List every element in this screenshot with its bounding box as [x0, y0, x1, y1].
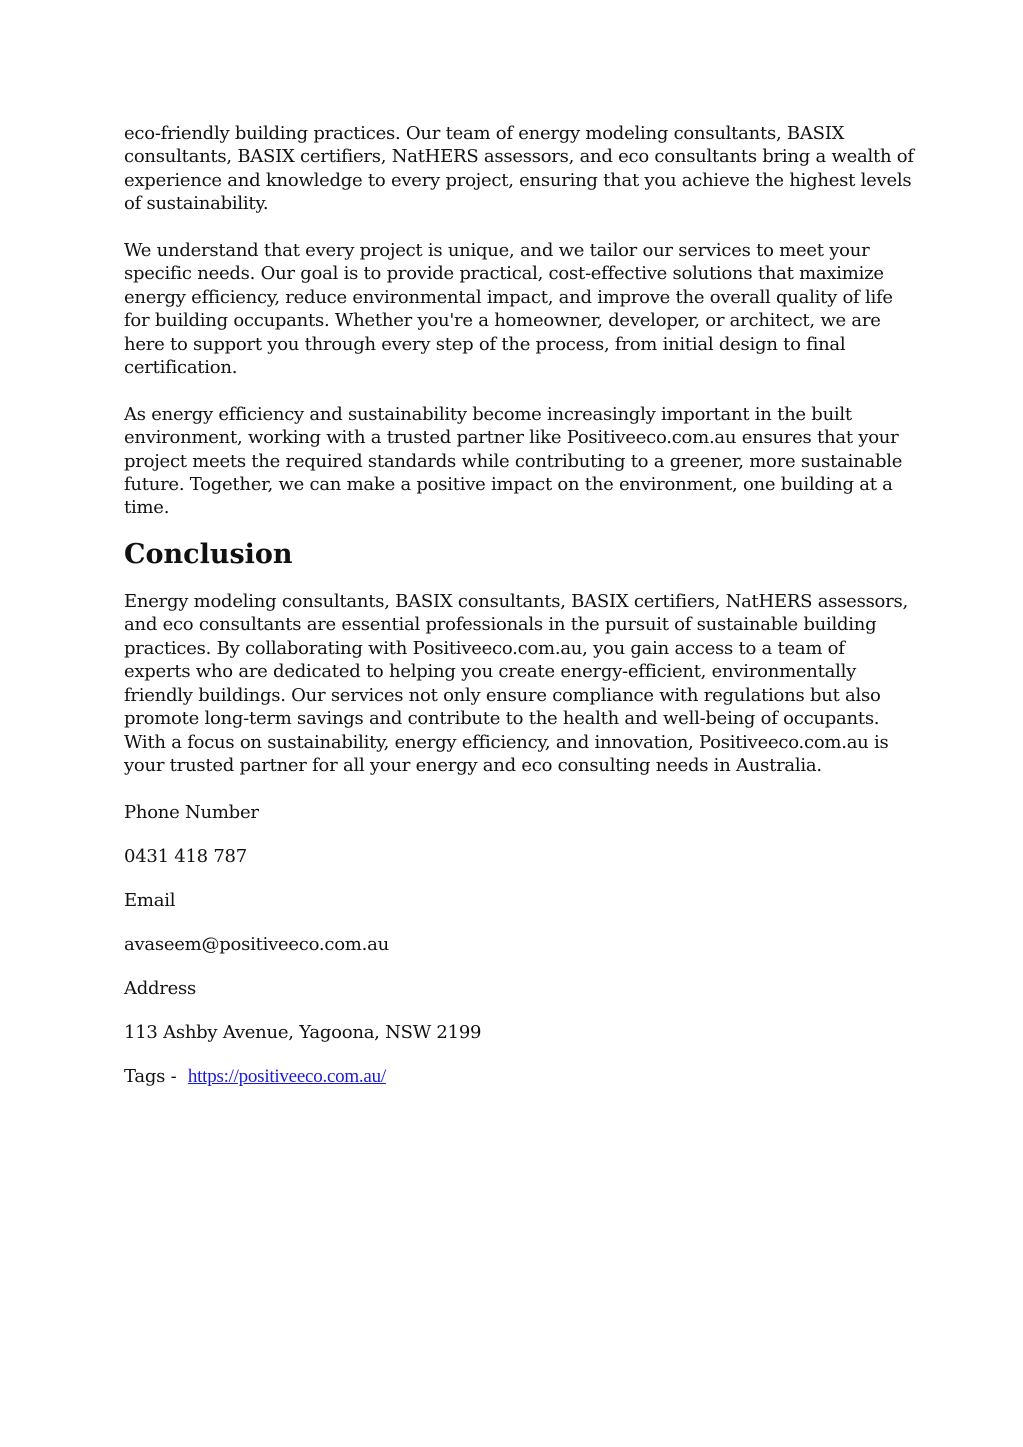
- conclusion-paragraph: Energy modeling consultants, BASIX consultants, BASIX certifiers, NatHERS assessors, and eco consultants are essential professionals in the pursuit of sustainable building practices. By collaborating with Positiveeco.com.au, you gain access to a team of experts who are dedicated to helping you create energy-efficient, environmentally friendly buildings. Our services not only ensure compliance with regulations but also promote long-term savings and contribute to the health and well-being of occupants. With a focus on sustainability, energy efficiency, and innovation, Positiveeco.com.au is your trusted partner for all your energy and eco consulting needs in Australia.: [124, 591, 908, 776]
- document-page: [124, 122, 914, 1088]
- phone-label: Phone Number: [124, 801, 259, 823]
- conclusion-heading: Conclusion: [124, 539, 293, 571]
- address-value: 113 Ashby Avenue, Yagoona, NSW 2199: [124, 1021, 482, 1043]
- tags-label: Tags -: [124, 1065, 177, 1087]
- partner-paragraph: As energy efficiency and sustainability become increasingly important in the built environment, working with a trusted partner like Positiveeco.com.au ensures that your project meets the required standards while contributing to a greener, more sustainable future. Together, we can make a positive impact on the environment, one building at a time.: [124, 403, 903, 519]
- intro-paragraph: eco-friendly building practices. Our team of energy modeling consultants, BASIX consultants, BASIX certifiers, NatHERS assessors, and eco consultants bring a wealth of experience and knowledge to every project, ensuring that you achieve the highest levels of sustainability.: [124, 123, 914, 215]
- tags-row: [124, 1065, 914, 1088]
- address-label: Address: [124, 977, 197, 999]
- email-label: Email: [124, 889, 176, 911]
- phone-value: 0431 418 787: [124, 845, 247, 867]
- email-value: avaseem@positiveeco.com.au: [124, 933, 389, 955]
- tags-link[interactable]: https://positiveeco.com.au/: [187, 1065, 386, 1087]
- services-paragraph: We understand that every project is unique, and we tailor our services to meet your specific needs. Our goal is to provide practical, cost-effective solutions that maximize energy efficiency, reduce environmental impact, and improve the overall quality of life for building occupants. Whether you're a homeowner, developer, or architect, we are here to support you through every step of the process, from initial design to final certification.: [124, 240, 893, 379]
